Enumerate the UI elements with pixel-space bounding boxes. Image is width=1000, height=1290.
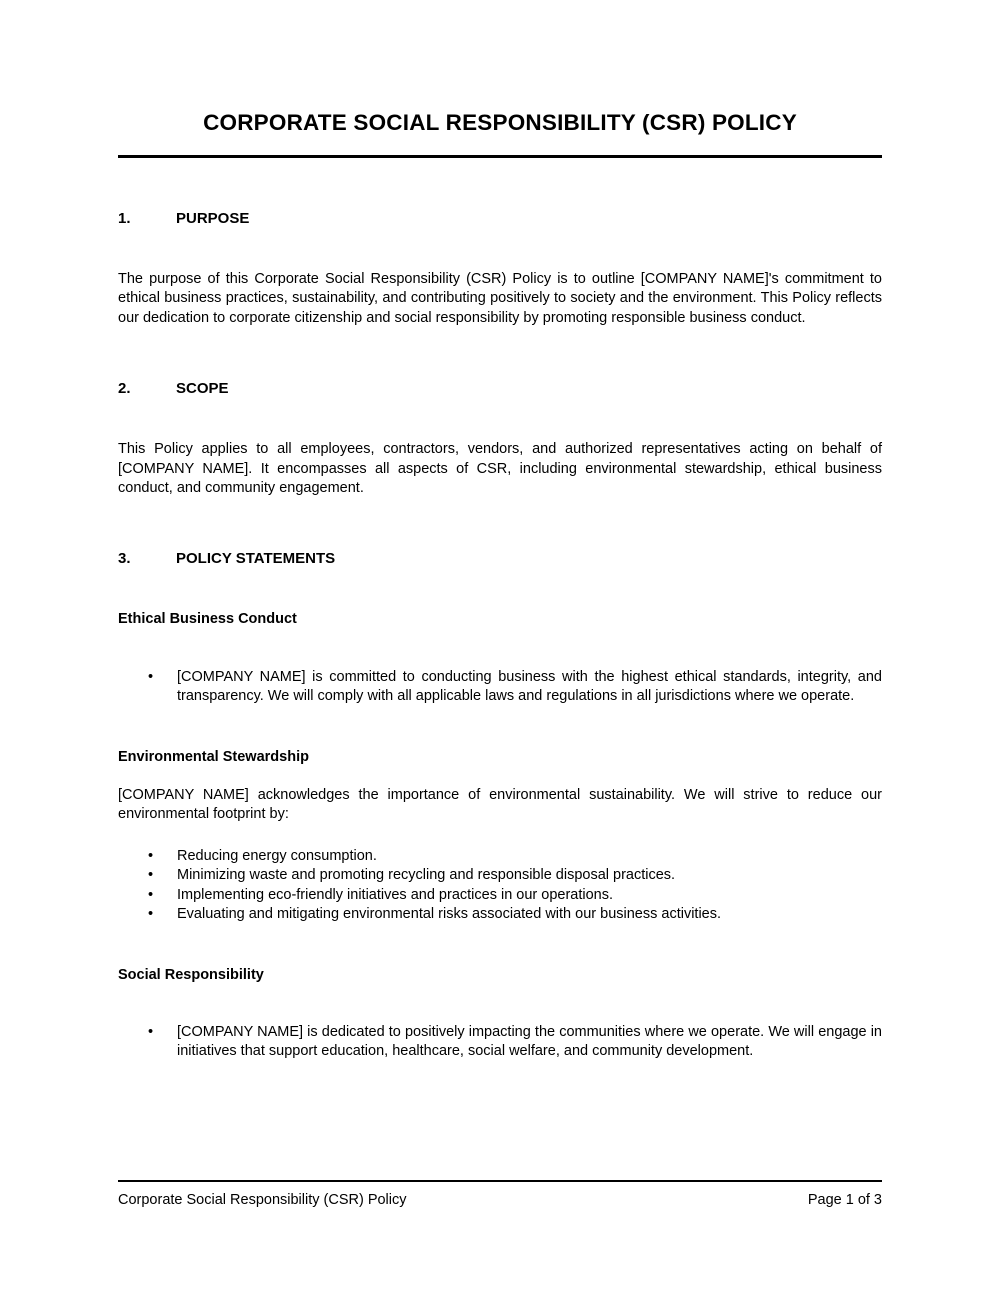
bullet-icon: • <box>148 847 154 864</box>
bullet-icon: • <box>148 1023 154 1040</box>
section-number: 1. <box>118 210 131 227</box>
section-title: PURPOSE <box>176 210 250 227</box>
page-title: CORPORATE SOCIAL RESPONSIBILITY (CSR) POLICY <box>203 110 797 135</box>
scope-paragraph: This Policy applies to all employees, contractors, vendors, and authorized representatives acting on behalf of [COMPANY NAME]. It encompasses all aspects of CSR, including environmental stewardship, ethical business conduct, and community engagement. <box>118 441 882 497</box>
footer-document-title: Corporate Social Responsibility (CSR) Policy <box>118 1192 407 1208</box>
section-title: POLICY STATEMENTS <box>176 550 336 568</box>
section-number: 2. <box>118 380 131 398</box>
list-item <box>118 847 882 866</box>
section-heading-scope <box>118 379 882 399</box>
environmental-bullet-list <box>118 847 882 925</box>
environmental-intro-paragraph: [COMPANY NAME] acknowledges the importance of environmental sustainability. We will strive to reduce our environmental footprint by: <box>118 787 882 823</box>
subsection-heading-ethical-business-conduct: Ethical Business Conduct <box>118 611 297 628</box>
list-item-text: Evaluating and mitigating environmental risks associated with our business activities. <box>177 906 722 923</box>
list-item <box>118 886 882 905</box>
section-heading-policy-statements <box>118 549 882 569</box>
bullet-icon: • <box>148 867 154 884</box>
list-item-text: Reducing energy consumption. <box>177 847 377 864</box>
list-item <box>118 866 882 885</box>
list-item-text: [COMPANY NAME] is committed to conducting business with the highest ethical standards, integrity, and transparency. We will comply with all applicable laws and regulations in all jurisdictions where we operate. <box>177 668 882 705</box>
list-item <box>118 1023 882 1062</box>
section-heading-purpose <box>118 209 882 229</box>
section-title: SCOPE <box>176 380 229 398</box>
ethical-conduct-bullet-list <box>118 668 882 707</box>
list-item-text: Minimizing waste and promoting recycling and responsible disposal practices. <box>177 867 676 884</box>
bullet-icon: • <box>148 906 154 923</box>
list-item <box>118 668 882 707</box>
purpose-paragraph: The purpose of this Corporate Social Responsibility (CSR) Policy is to outline [COMPANY NAME]'s commitment to ethical business practices, sustainability, and contributing positively to society and the environment. This Policy reflects our dedication to corporate citizenship and social responsibility by promoting responsible business conduct. <box>118 271 882 326</box>
bullet-icon: • <box>148 668 154 685</box>
footer-page-number: Page 1 of 3 <box>807 1192 882 1208</box>
list-item-text: [COMPANY NAME] is dedicated to positively impacting the communities where we operate. We will engage in initiatives that support education, healthcare, social welfare, and community development. <box>177 1023 882 1060</box>
title-divider <box>118 155 882 158</box>
social-responsibility-bullet-list <box>118 1023 882 1062</box>
section-number: 3. <box>118 550 131 568</box>
subsection-heading-social-responsibility: Social Responsibility <box>118 966 264 983</box>
bullet-icon: • <box>148 886 154 903</box>
page-footer <box>118 1180 882 1210</box>
list-item <box>118 905 882 924</box>
subsection-heading-environmental-stewardship: Environmental Stewardship <box>118 748 309 765</box>
list-item-text: Implementing eco-friendly initiatives and practices in our operations. <box>177 886 614 903</box>
